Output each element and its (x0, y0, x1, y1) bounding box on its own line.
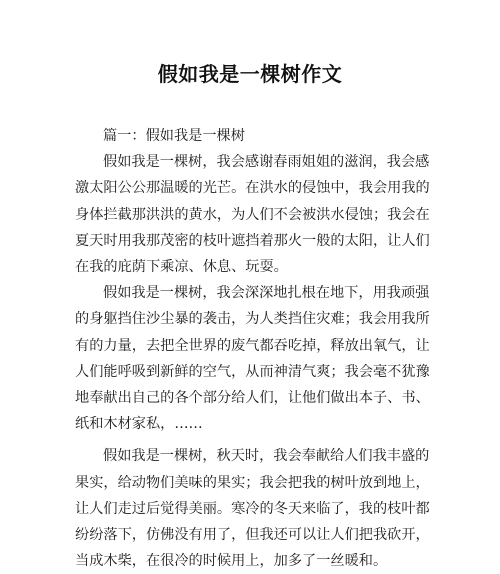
document-title: 假如我是一棵树作文 (157, 62, 343, 86)
paragraph-line: 身体拦截那洪洪的黄水，为人们不会被洪水侵蚀；我会在 (75, 206, 430, 223)
paragraph-line: 假如我是一棵树，我会感谢春雨姐姐的滋润，我会感 (103, 154, 430, 171)
paragraph-line: 果实，给动物们美味的果实；我会把我的树叶放到地上， (75, 474, 430, 491)
paragraph-line: 人们能呼吸到新鲜的空气，从而神清气爽；我会毫不犹豫 (75, 363, 430, 380)
paragraph-line: 假如我是一棵树，秋天时，我会奉献给人们我丰盛的 (103, 448, 430, 465)
paragraph-3 (75, 443, 430, 574)
paragraph-line: 有的力量，去把全世界的废气都吞吃掉，释放出氧气，让 (75, 337, 430, 354)
paragraph-line: 当成木柴，在很冷的时候用上，加多了一丝暖和。 (75, 553, 388, 570)
paragraph-line: 地奉献出自己的各个部分给人们，让他们做出本子、书、 (75, 390, 430, 407)
paragraph-line: 纸和木材家私，…… (75, 416, 203, 433)
paragraph-1 (75, 149, 430, 280)
paragraph-line: 让人们走过后觉得美丽。寒冷的冬天来临了，我的枝叶都 (75, 500, 430, 517)
paragraph-line: 在我的庇荫下乘凉、休息、玩耍。 (75, 259, 288, 276)
section-heading: 篇一：假如我是一棵树 (103, 128, 245, 144)
paragraph-line: 的身躯挡住沙尘暴的袭击，为人类挡住灾难；我会用我所 (75, 311, 430, 328)
paragraph-line: 纷纷落下，仿佛没有用了，但我还可以让人们把我砍开， (75, 527, 430, 544)
paragraph-line: 假如我是一棵树，我会深深地扎根在地下，用我顽强 (103, 285, 430, 302)
document-body (75, 123, 430, 574)
paragraph-line: 夏天时用我那茂密的枝叶遮挡着那火一般的太阳，让人们 (75, 232, 430, 249)
paragraph-2 (75, 280, 430, 437)
paragraph-line: 激太阳公公那温暖的光芒。在洪水的侵蚀中，我会用我的 (75, 180, 430, 197)
